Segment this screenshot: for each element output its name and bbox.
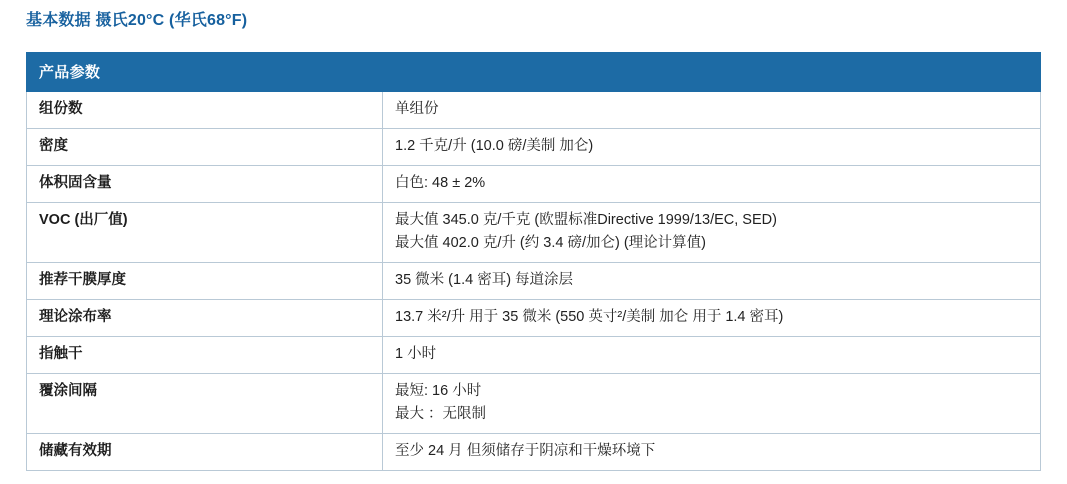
spec-label: 体积固含量: [27, 166, 383, 203]
spec-value: [383, 300, 1041, 337]
table-row: [27, 203, 1041, 263]
spec-value-line: 单组份: [395, 101, 439, 117]
spec-value: [383, 337, 1041, 374]
spec-label: 理论涂布率: [27, 300, 383, 337]
spec-label: 覆涂间隔: [27, 374, 383, 434]
spec-value: [383, 129, 1041, 166]
spec-value-line: 最大值 345.0 克/千克 (欧盟标准Directive 1999/13/EC, SED): [395, 212, 777, 229]
spec-label: VOC (出厂值): [27, 203, 383, 263]
spec-value-line: 至少 24 月 但须储存于阴凉和干燥环境下: [395, 443, 656, 460]
table-row: [27, 92, 1041, 129]
product-spec-table-wrapper: [26, 52, 1041, 471]
spec-label: 组份数: [27, 92, 383, 129]
spec-value-line: 13.7 米²/升 用于 35 微米 (550 英寸²/美制 加仑 用于 1.4 密耳): [395, 309, 784, 326]
spec-value-line: 1.2 千克/升 (10.0 磅/美制 加仑): [395, 138, 594, 155]
table-row: [27, 434, 1041, 471]
table-header-row: [27, 53, 1041, 92]
table-row: [27, 374, 1041, 434]
spec-value: [383, 166, 1041, 203]
spec-value: [383, 374, 1041, 434]
product-spec-table: [26, 52, 1041, 471]
spec-value-line: 35 微米 (1.4 密耳) 每道涂层: [395, 272, 574, 289]
table-header-cell: 产品参数: [27, 53, 1041, 92]
spec-value-line: 白色: 48 ± 2%: [395, 175, 486, 192]
table-row: [27, 263, 1041, 300]
spec-value: [383, 92, 1041, 129]
spec-label: 指触干: [27, 337, 383, 374]
table-row: [27, 300, 1041, 337]
spec-value: [383, 203, 1041, 263]
table-row: [27, 129, 1041, 166]
table-row: [27, 166, 1041, 203]
table-body: [27, 92, 1041, 471]
table-header: [27, 53, 1041, 92]
spec-value: [383, 263, 1041, 300]
spec-label: 密度: [27, 129, 383, 166]
spec-value-line: 1 小时: [395, 346, 437, 363]
spec-label: 储藏有效期: [27, 434, 383, 471]
spec-value: [383, 434, 1041, 471]
spec-value-line: 最大 ：无限制: [395, 406, 487, 423]
spec-value-line: 最短: 16 小时: [395, 383, 482, 400]
table-row: [27, 337, 1041, 374]
spec-label: 推荐干膜厚度: [27, 263, 383, 300]
page-title: 基本数据 摄氏20°C (华氏68°F): [26, 12, 248, 29]
spec-value-line: 最大值 402.0 克/升 (约 3.4 磅/加仑) (理论计算值): [395, 235, 706, 252]
